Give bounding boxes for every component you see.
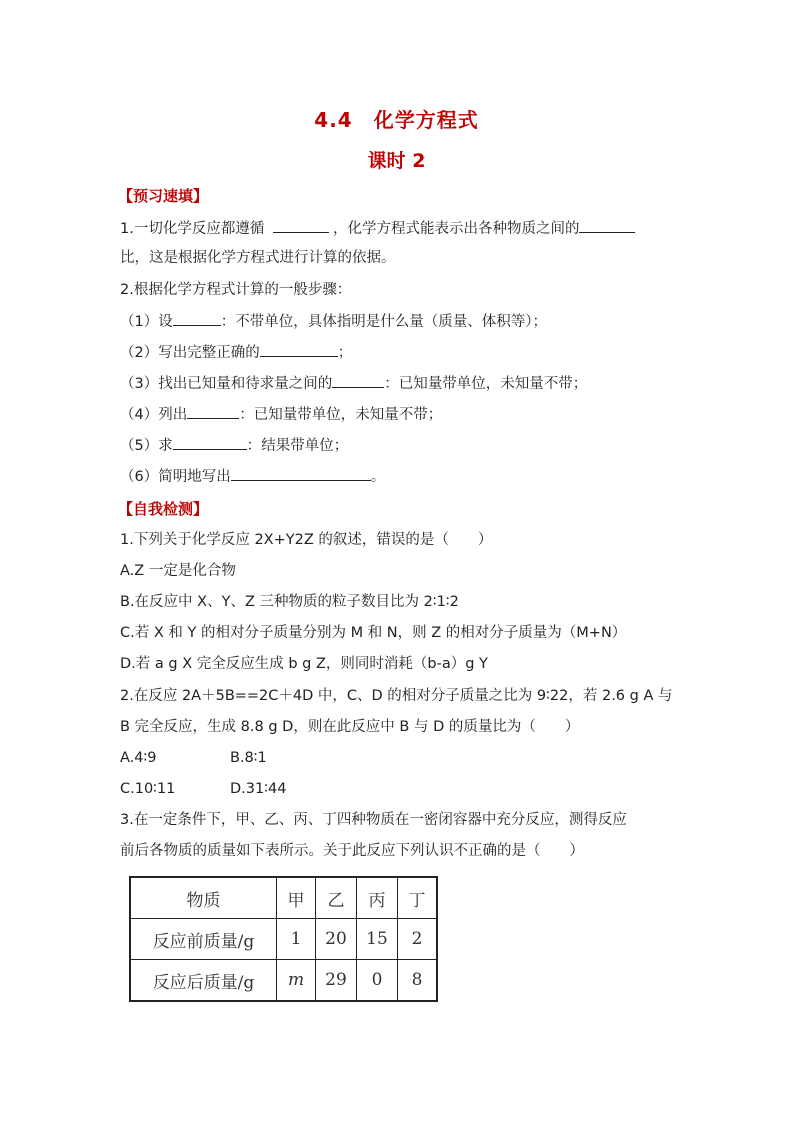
step-text: （6）简明地写出	[120, 469, 231, 485]
fill-blank[interactable]	[231, 466, 371, 481]
question-1: 1.下列关于化学反应 2X+Y2Z 的叙述，错误的是（ ）	[120, 532, 493, 548]
step-text: （5）求	[120, 438, 173, 454]
table-cell: 反应前质量/g	[130, 919, 277, 960]
table-cell: 丁	[398, 877, 438, 919]
fill-blank[interactable]	[260, 342, 338, 357]
step-text: ：已知量带单位，未知量不带；	[384, 376, 588, 392]
question-1-option-b: B.在反应中 X、Y、Z 三种物质的粒子数目比为 2∶1∶2	[120, 594, 459, 610]
step-text: ；	[337, 345, 353, 361]
question-2-options-row1	[120, 748, 267, 768]
question-2-option-b: B.8∶1	[230, 750, 267, 766]
table-cell: m	[277, 960, 316, 1002]
fill-blank[interactable]	[579, 218, 635, 233]
preview-q2-intro: 2.根据化学方程式计算的一般步骤：	[120, 282, 352, 298]
preview-step-6	[120, 466, 385, 487]
page-subtitle: 课时 2	[367, 150, 426, 172]
table-cell: 反应后质量/g	[130, 960, 277, 1002]
table-row	[130, 919, 437, 960]
question-2-options-row2	[120, 779, 286, 799]
question-2-option-d: D.31∶44	[230, 781, 287, 797]
preview-step-1	[120, 311, 547, 332]
table-cell: 物质	[130, 877, 277, 919]
table-cell: 2	[398, 919, 438, 960]
preview-step-4	[120, 404, 442, 425]
fill-blank[interactable]	[173, 435, 247, 450]
preview-q1-line2: 比，这是根据化学方程式进行计算的依据。	[120, 250, 396, 266]
preview-q1-line1	[120, 218, 635, 239]
fill-blank[interactable]	[332, 373, 384, 388]
mass-table	[129, 876, 438, 1002]
fill-blank[interactable]	[273, 218, 329, 233]
preview-step-5	[120, 435, 348, 456]
table-cell: 15	[357, 919, 398, 960]
fill-blank[interactable]	[173, 311, 221, 326]
table-cell: 8	[398, 960, 438, 1002]
step-text: ：已知量带单位，未知量不带；	[239, 407, 443, 423]
page-title: 4.4 化学方程式	[314, 108, 479, 132]
step-text: （3）找出已知量和待求量之间的	[120, 376, 333, 392]
table-cell: 丙	[357, 877, 398, 919]
step-text: （1）设	[120, 314, 173, 330]
table-cell: 20	[316, 919, 357, 960]
question-2-option-c: C.10∶11	[120, 781, 176, 797]
table-cell: 1	[277, 919, 316, 960]
question-3-line2: 前后各物质的质量如下表所示。关于此反应下列认识不正确的是（ ）	[120, 843, 584, 859]
step-text: 。	[370, 469, 386, 485]
table-row	[130, 877, 437, 919]
question-2-option-a: A.4∶9	[120, 750, 157, 766]
table-cell: 29	[316, 960, 357, 1002]
step-text: ：结果带单位；	[246, 438, 349, 454]
section-heading-selfcheck: 【自我检测】	[118, 500, 209, 518]
step-text: （2）写出完整正确的	[120, 345, 260, 361]
question-2-line1: 2.在反应 2A＋5B==2C＋4D 中，C、D 的相对分子质量之比为 9∶22，若 2.6 g A 与	[120, 688, 673, 704]
table-cell: 甲	[277, 877, 316, 919]
question-2-line2: B 完全反应，生成 8.8 g D，则在此反应中 B 与 D 的质量比为（ ）	[120, 719, 580, 735]
preview-q1-text-a: 1.一切化学反应都遵循	[120, 221, 265, 237]
preview-step-3	[120, 373, 587, 394]
question-3-line1: 3.在一定条件下，甲、乙、丙、丁四种物质在一密闭容器中充分反应，测得反应	[120, 812, 627, 828]
section-heading-preview: 【预习速填】	[118, 187, 209, 205]
fill-blank[interactable]	[187, 404, 239, 419]
table-cell: 乙	[316, 877, 357, 919]
table-cell: 0	[357, 960, 398, 1002]
step-text: （4）列出	[120, 407, 188, 423]
question-1-option-d: D.若 a g X 完全反应生成 b g Z，则同时消耗（b-a）g Y	[120, 656, 488, 672]
question-1-option-a: A.Z 一定是化合物	[120, 563, 236, 579]
preview-step-2	[120, 342, 352, 363]
preview-q1-text-b: ，化学方程式能表示出各种物质之间的	[332, 221, 580, 237]
table-row	[130, 960, 437, 1002]
step-text: ：不带单位，具体指明是什么量（质量、体积等）；	[220, 314, 547, 330]
question-1-option-c: C.若 X 和 Y 的相对分子质量分别为 M 和 N，则 Z 的相对分子质量为（M+N）	[120, 625, 627, 641]
